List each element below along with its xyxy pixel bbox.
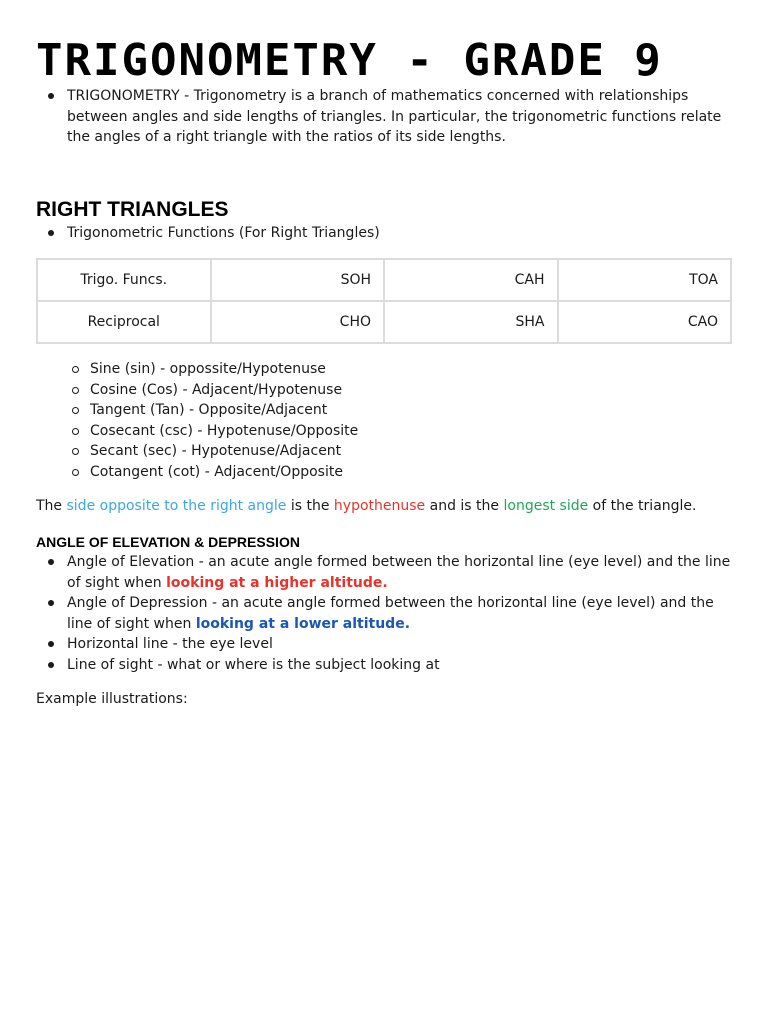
depression-bullet (36, 593, 732, 634)
table-row (37, 259, 731, 301)
sentence-text: of the triangle. (588, 498, 697, 514)
depression-highlight: looking at a lower altitude. (195, 615, 411, 632)
right-triangles-heading: RIGHT TRIANGLES (36, 197, 229, 221)
intro-list (36, 86, 732, 148)
trig-functions-table (36, 258, 732, 344)
table-cell: TOA (558, 259, 732, 301)
depression-text: Angle of Depression - an acute angle formed between the horizontal line (eye level) and the line of sight when (67, 595, 714, 632)
table-cell: CAH (384, 259, 558, 301)
hypotenuse-highlight: hypothenuse (333, 498, 426, 514)
elevation-text: Angle of Elevation - an acute angle formed between the horizontal line (eye level) and the line of sight when (67, 554, 731, 591)
horizontal-line-bullet: Horizontal line - the eye level (36, 634, 732, 655)
table-cell: SOH (211, 259, 385, 301)
document-page (36, 36, 732, 709)
table-cell: CAO (558, 301, 732, 343)
function-definitions-list (36, 359, 732, 482)
hypotenuse-sentence (36, 496, 732, 516)
elevation-highlight: looking at a higher altitude. (166, 574, 388, 591)
document-title: TRIGONOMETRY - GRADE 9 (36, 35, 663, 86)
list-item: Tangent (Tan) - Opposite/Adjacent (36, 400, 732, 421)
functions-intro-list (36, 223, 732, 244)
side-opposite-highlight: side opposite to the right angle (66, 498, 287, 514)
elevation-bullet (36, 552, 732, 593)
table-cell: Reciprocal (37, 301, 211, 343)
line-of-sight-bullet: Line of sight - what or where is the subject looking at (36, 655, 732, 676)
functions-bullet: Trigonometric Functions (For Right Triangles) (36, 223, 732, 244)
table-cell: CHO (211, 301, 385, 343)
list-item: Sine (sin) - oppossite/Hypotenuse (36, 359, 732, 380)
list-item: Secant (sec) - Hypotenuse/Adjacent (36, 441, 732, 462)
examples-label: Example illustrations: (36, 691, 188, 707)
longest-side-highlight: longest side (503, 498, 589, 514)
list-item: Cosine (Cos) - Adjacent/Hypotenuse (36, 380, 732, 401)
table-cell: Trigo. Funcs. (37, 259, 211, 301)
table-cell: SHA (384, 301, 558, 343)
elevation-depression-heading: ANGLE OF ELEVATION & DEPRESSION (36, 534, 300, 550)
list-item: Cotangent (cot) - Adjacent/Opposite (36, 462, 732, 483)
list-item: Cosecant (csc) - Hypotenuse/Opposite (36, 421, 732, 442)
table-row (37, 301, 731, 343)
angle-definitions-list (36, 552, 732, 675)
sentence-text: is the (286, 498, 334, 514)
intro-bullet: TRIGONOMETRY - Trigonometry is a branch of mathematics concerned with relationships between angles and side lengths of triangles. In particular, the trigonometric functions relate the angles of a right triangle with the ratios of its side lengths. (36, 86, 732, 148)
sentence-text: and is the (425, 498, 504, 514)
sentence-text: The (36, 498, 67, 514)
